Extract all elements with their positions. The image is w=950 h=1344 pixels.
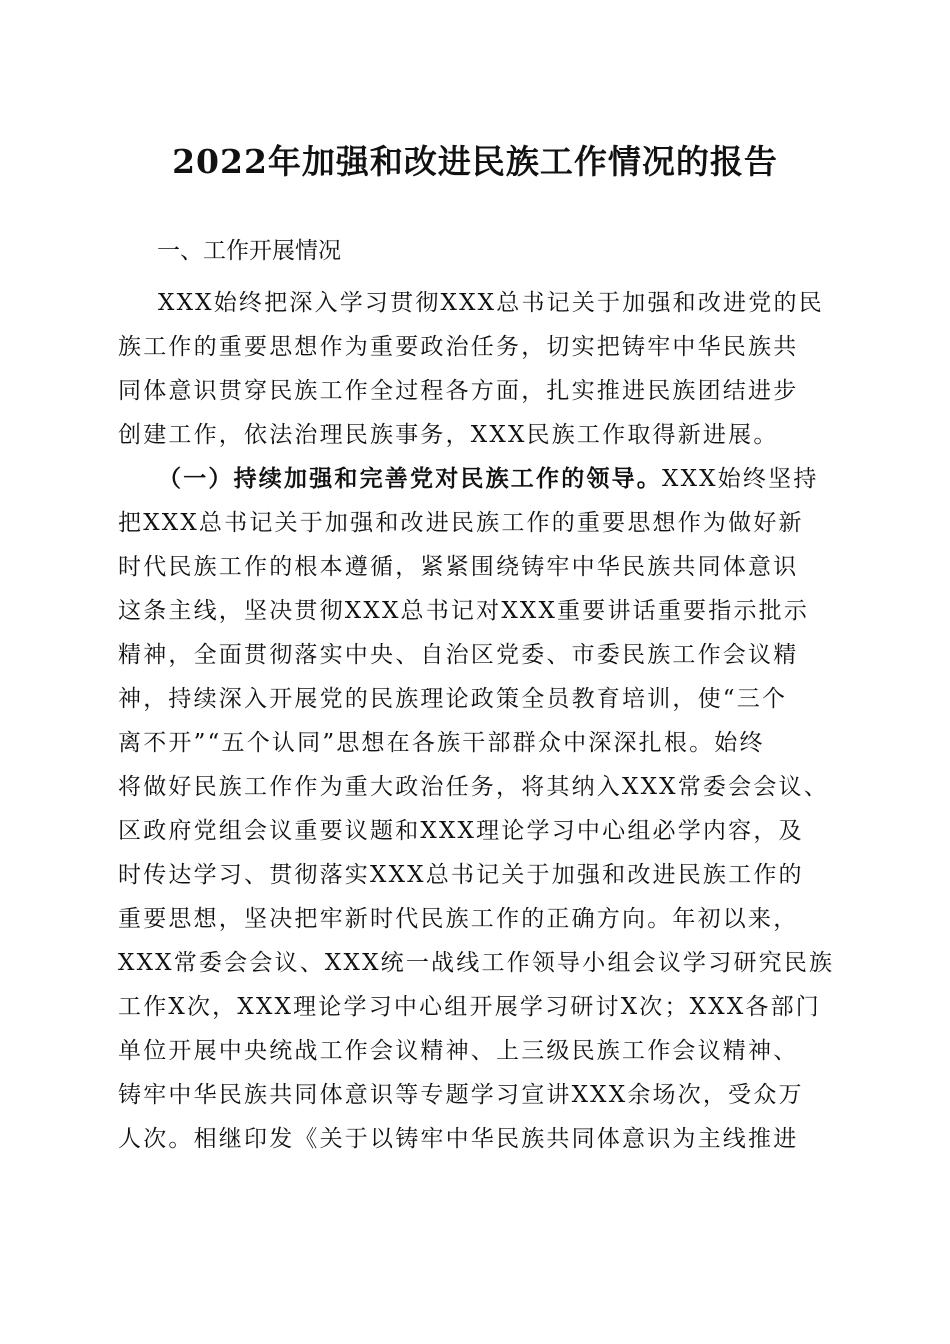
paragraph-line: 时传达学习、贯彻落实XXX总书记关于加强和改进民族工作的 xyxy=(118,862,804,888)
paragraph-line: 精神，全面贯彻落实中央、自治区党委、市委民族工作会议精 xyxy=(118,642,799,668)
paragraph-text: XXX始终坚持 xyxy=(662,466,819,492)
paragraph-line: 重要思想，坚决把牢新时代民族工作的正确方向。年初以来， xyxy=(118,906,799,932)
paragraph-line: 这条主线，坚决贯彻XXX总书记对XXX重要讲话重要指示批示 xyxy=(118,598,810,624)
subsection-heading: （一）持续加强和完善党对民族工作的领导。 xyxy=(158,465,662,492)
paragraph-line: 族工作的重要思想作为重要政治任务，切实把铸牢中华民族共 xyxy=(118,334,799,360)
section-heading: 一、工作开展情况 xyxy=(157,238,341,264)
document-title: 2022年加强和改进民族工作情况的报告 xyxy=(172,142,778,181)
paragraph-line: 把XXX总书记关于加强和改进民族工作的重要思想作为做好新 xyxy=(118,510,804,536)
subsection-line xyxy=(158,460,819,504)
paragraph-line: 人次。相继印发《关于以铸牢中华民族共同体意识为主线推进 xyxy=(118,1126,799,1152)
paragraph-line: 创建工作，依法治理民族事务，XXX民族工作取得新进展。 xyxy=(118,422,779,448)
paragraph-line: XXX常委会会议、XXX统一战线工作领导小组会议学习研究民族 xyxy=(118,950,835,976)
paragraph-line: 工作X次，XXX理论学习中心组开展学习研讨X次；XXX各部门 xyxy=(118,994,821,1020)
paragraph-line: 时代民族工作的根本遵循，紧紧围绕铸牢中华民族共同体意识 xyxy=(118,554,799,580)
paragraph-line: 单位开展中央统战工作会议精神、上三级民族工作会议精神、 xyxy=(118,1038,799,1064)
paragraph-line: 神，持续深入开展党的民族理论政策全员教育培训，使“三个 xyxy=(118,686,788,712)
paragraph-line: 同体意识贯穿民族工作全过程各方面，扎实推进民族团结进步 xyxy=(118,378,799,404)
paragraph-line: 将做好民族工作作为重大政治任务，将其纳入XXX常委会会议、 xyxy=(118,774,829,800)
paragraph-line: 区政府党组会议重要议题和XXX理论学习中心组必学内容，及 xyxy=(118,818,804,844)
paragraph-line: 铸牢中华民族共同体意识等专题学习宣讲XXX余场次，受众万 xyxy=(118,1082,804,1108)
paragraph-line: XXX始终把深入学习贯彻XXX总书记关于加强和改进党的民 xyxy=(158,290,824,316)
paragraph-line: 离不开”“五个认同”思想在各族干部群众中深深扎根。始终 xyxy=(118,730,765,756)
